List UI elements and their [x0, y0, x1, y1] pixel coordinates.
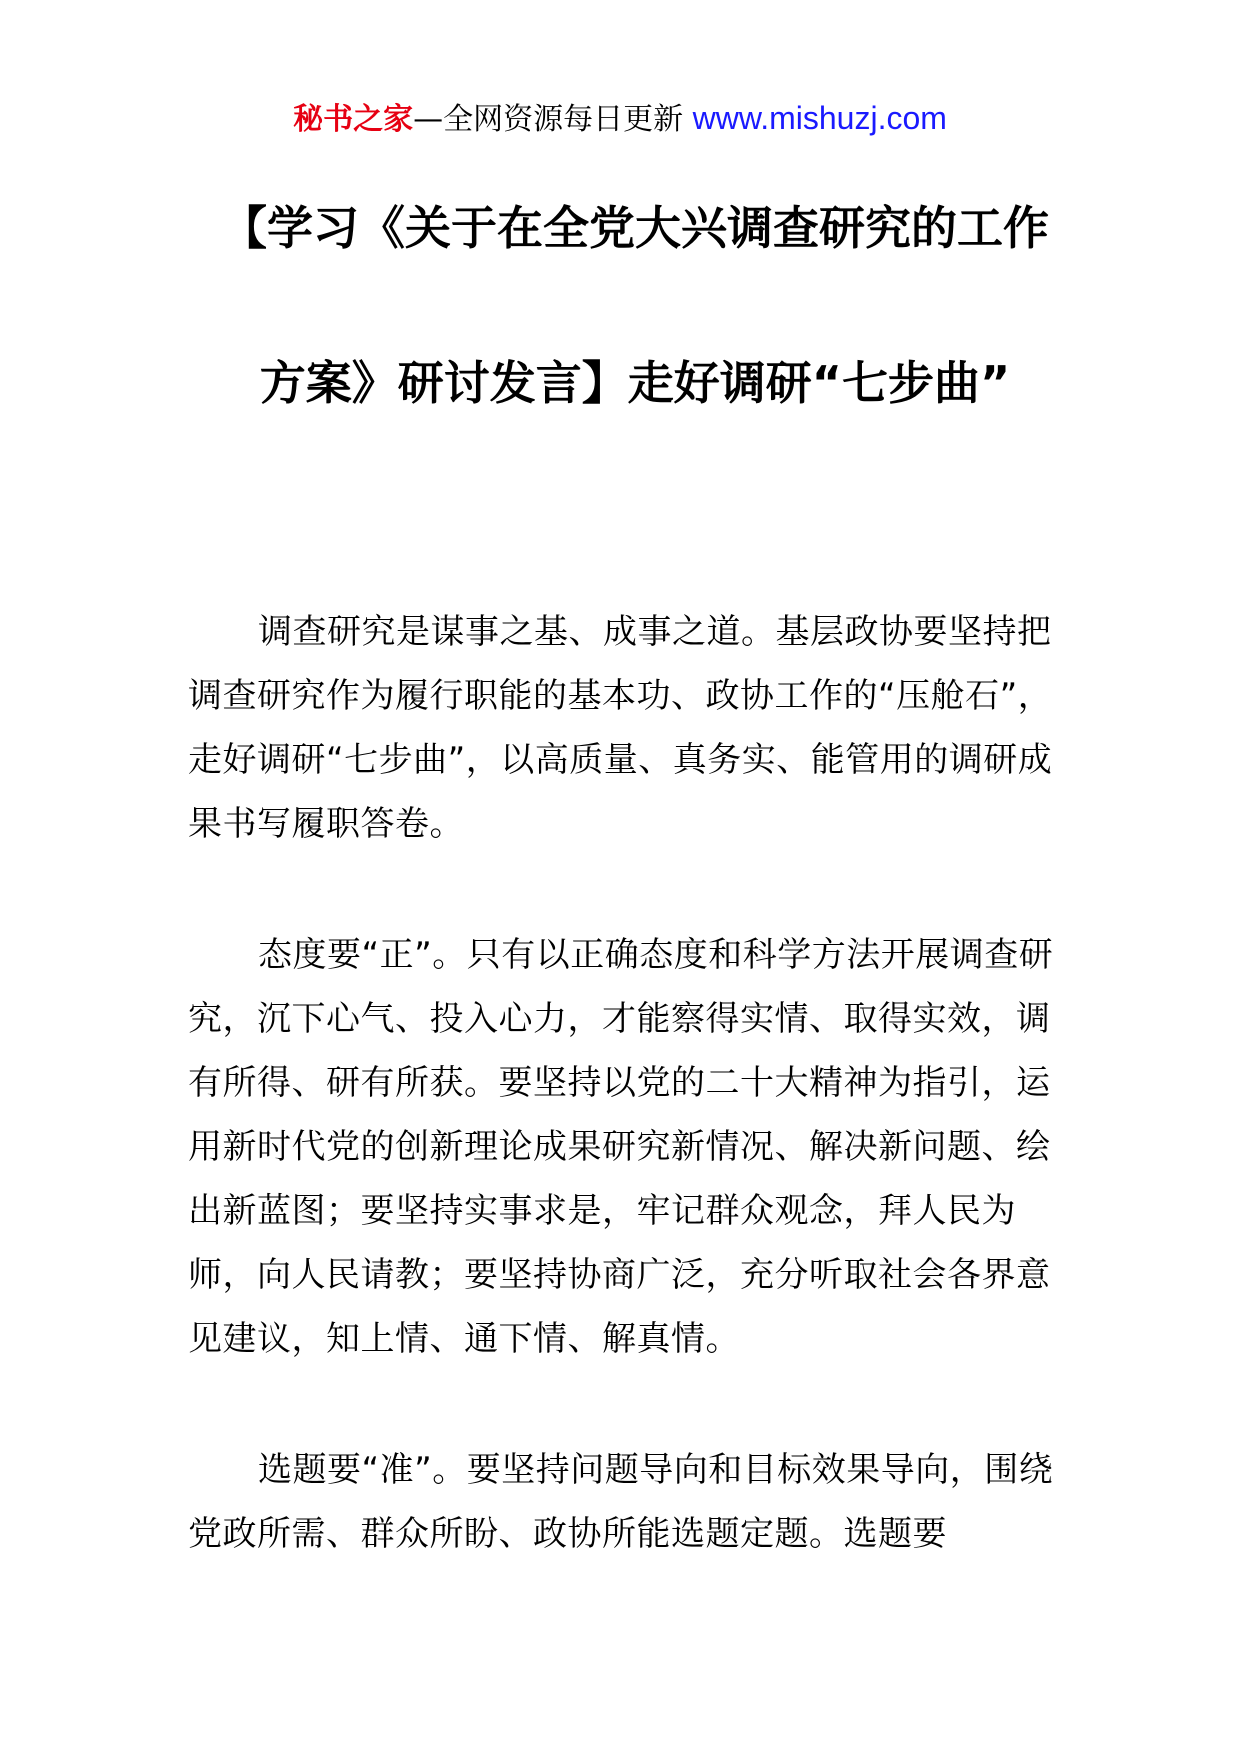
document-title-line-1: 【学习《关于在全党大兴调查研究的工作 — [221, 201, 1049, 255]
body-paragraph-1: 调查研究是谋事之基、成事之道。基层政协要坚持把调查研究作为履行职能的基本功、政协工作的“压舱石”，走好调研“七步曲”，以高质量、真务实、能管用的调研成果书写履职答卷。 — [188, 612, 1053, 844]
document-title-line-2: 方案》研讨发言】走好调研“七步曲” — [259, 356, 1011, 410]
site-url-link[interactable]: www.mishuzj.com — [692, 100, 947, 136]
body-paragraph-2: 态度要“正”。只有以正确态度和科学方法开展调查研究，沉下心气、投入心力，才能察得实情、取得实效，调有所得、研有所获。要坚持以党的二十大精神为指引，运用新时代党的创新理论成果研究新情况、解决新问题、绘出新蓝图；要坚持实事求是，牢记群众观念，拜人民为师，向人民请教；要坚持协商广泛，充分听取社会各界意见建议，知上情、通下情、解真情。 — [188, 935, 1054, 1359]
site-name: 秘书之家 — [293, 102, 414, 137]
site-tagline: —全网资源每日更新 — [413, 102, 693, 137]
site-header — [0, 98, 1240, 140]
body-paragraph-3: 选题要“准”。要坚持问题导向和目标效果导向，围绕党政所需、群众所盼、政协所能选题定题。选题要 — [188, 1450, 1054, 1554]
